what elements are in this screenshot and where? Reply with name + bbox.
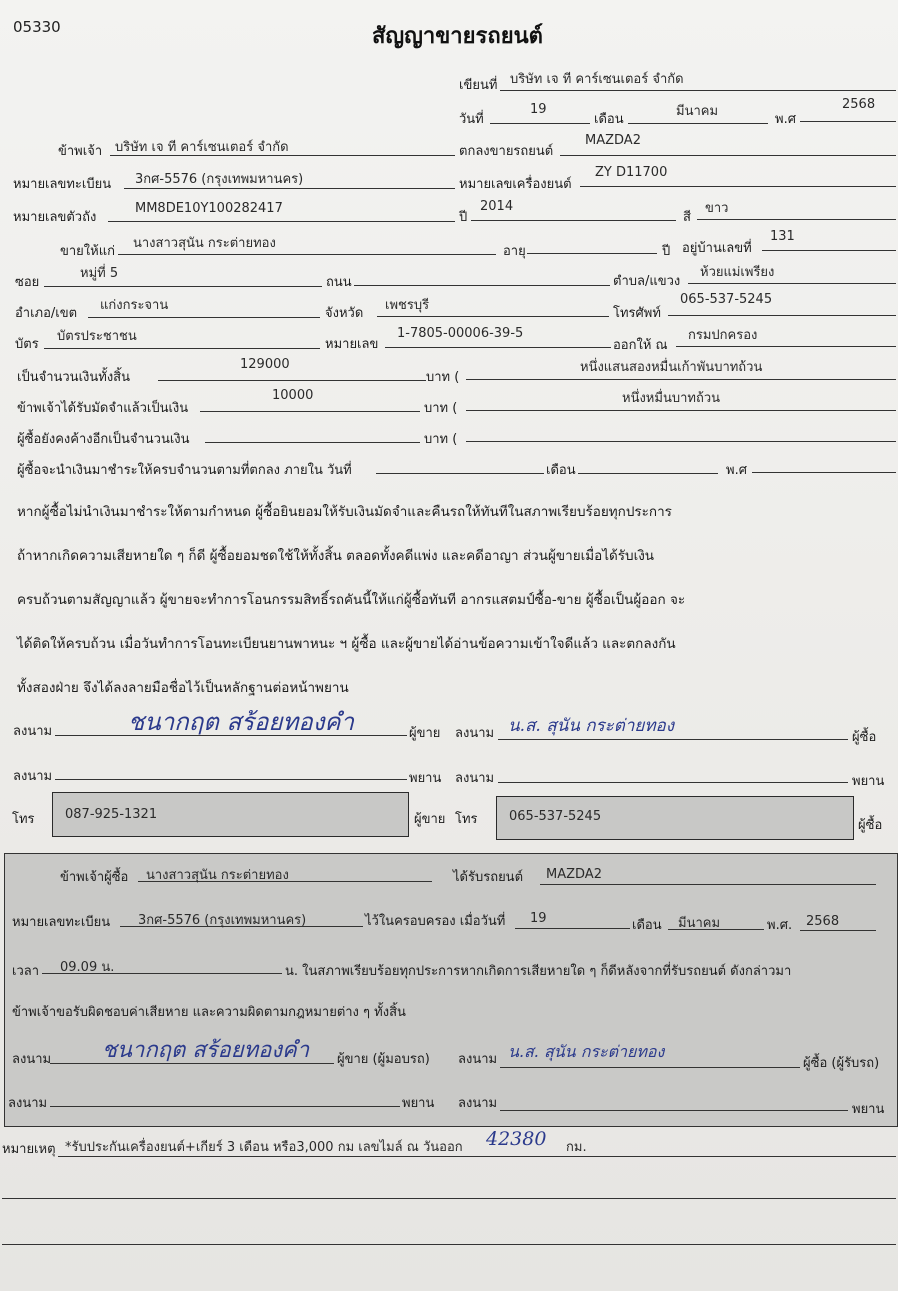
buyer-phone-value: 065-537-5245 <box>509 809 602 824</box>
buyer-phone-role: ผู้ซื้อ <box>858 818 883 833</box>
phone-line <box>668 315 896 316</box>
due-month-line <box>578 473 718 474</box>
agree-sell-label: ตกลงขายรถยนต์ <box>459 144 554 159</box>
province-line <box>377 316 609 317</box>
total-baht-label: บาท ( <box>426 370 460 385</box>
vehicle-year-line <box>471 220 676 221</box>
color-value: ขาว <box>705 201 729 216</box>
due-label: ผู้ซื้อจะนำเงินมาชำระให้ครบจำนวนตามที่ตกลง ภายใน วันที่ <box>17 463 352 478</box>
receipt-received-label: ได้รับรถยนต์ <box>453 870 524 885</box>
receipt-car-model: MAZDA2 <box>546 867 602 882</box>
document-title: สัญญาขายรถยนต์ <box>372 24 543 49</box>
card-label: บัตร <box>15 337 39 352</box>
buyer-phone-label: โทร <box>455 812 478 827</box>
soi-line <box>44 286 322 287</box>
car-model-value: MAZDA2 <box>585 133 641 148</box>
buyer-signature: น.ส. สุนัน กระต่ายทอง <box>508 716 675 736</box>
seller-phone-box <box>52 792 409 837</box>
remaining-baht-label: บาท ( <box>424 432 458 447</box>
house-no-label: อยู่บ้านเลขที่ <box>682 241 752 256</box>
total-line <box>158 380 426 381</box>
buyer-role: ผู้ซื้อ <box>852 730 877 745</box>
vehicle-year-value: 2014 <box>480 199 514 214</box>
receipt-seller-signature: ชนากฤต สร้อยทองคำ <box>102 1038 310 1063</box>
written-at-value: บริษัท เจ ที คาร์เซนเตอร์ จำกัด <box>510 72 684 87</box>
remaining-text-line <box>466 441 896 442</box>
terms-line-3: ครบถ้วนตามสัญญาแล้ว ผู้ขายจะทำการโอนกรรมสิทธิ์รถคันนี้ให้แก่ผู้ซื้อทันที อากรแสตมป์ซื้อ-ขาย ผู้ซื้อเป็นผู้ออก จะ <box>17 592 686 608</box>
seller-role: ผู้ขาย <box>409 726 441 741</box>
total-value: 129000 <box>240 357 290 372</box>
seller-phone-role: ผู้ขาย <box>414 812 446 827</box>
age-line <box>527 253 657 254</box>
deposit-text-value: หนึ่งหมื่นบาทถ้วน <box>622 391 721 406</box>
seller-signature: ชนากฤต สร้อยทองคำ <box>128 708 354 736</box>
receipt-time-value: 09.09 น. <box>60 960 115 975</box>
terms-line-2: ถ้าหากเกิดความเสียหายใด ๆ ก็ดี ผู้ซื้อยอมชดใช้ให้ทั้งสิ้น ตลอดทั้งคดีแพ่ง และคดีอาญา ส่วนผู้ขายเมื่อได้รับเงิน <box>17 548 655 564</box>
blank-line-2 <box>2 1244 896 1245</box>
engine-value: ZY D11700 <box>595 165 668 180</box>
engine-label: หมายเลขเครื่องยนต์ <box>459 177 572 192</box>
receipt-witness2-line <box>500 1110 848 1111</box>
remark-unit: กม. <box>566 1140 587 1155</box>
chassis-line <box>108 221 455 222</box>
terms-line-4: ได้ติดให้ครบถ้วน เมื่อวันทำการโอนทะเบียนยานพาหนะ ฯ ผู้ซื้อ และผู้ขายได้อ่านข้อความเข้าใจดีแล้ว และตกลงกัน <box>17 636 676 652</box>
house-no-value: 131 <box>770 229 795 244</box>
subdistrict-line <box>688 283 896 284</box>
plate-label: หมายเลขทะเบียน <box>13 177 112 192</box>
issued-by-value: กรมปกครอง <box>688 328 758 343</box>
card-value: บัตรประชาชน <box>57 329 137 344</box>
subdistrict-value: ห้วยแม่เพรียง <box>700 265 775 280</box>
vehicle-year-label: ปี <box>459 210 468 225</box>
blank-line-1 <box>2 1198 896 1199</box>
buyer-sign-line <box>498 739 848 740</box>
receipt-plate-label: หมายเลขทะเบียน <box>12 915 111 930</box>
sell-to-label: ขายให้แก่ <box>60 244 115 259</box>
card-no-value: 1-7805-00006-39-5 <box>397 326 524 341</box>
district-value: แก่งกระจาน <box>100 298 169 313</box>
receipt-year-value: 2568 <box>806 914 840 929</box>
year-value: 2568 <box>842 97 876 112</box>
receipt-time-label: เวลา <box>12 964 40 979</box>
receipt-section <box>4 853 898 1127</box>
age-label: อายุ <box>503 244 526 259</box>
receipt-witness2-sign-label: ลงนาม <box>458 1096 498 1111</box>
color-line <box>697 219 896 220</box>
phone-value: 065-537-5245 <box>680 292 773 307</box>
day-line <box>490 123 590 124</box>
receipt-year-label: พ.ศ. <box>767 918 793 933</box>
receipt-witness1-sign-label: ลงนาม <box>8 1096 48 1111</box>
written-at-line <box>500 90 896 91</box>
receipt-clause-2: ข้าพเจ้าขอรับผิดชอบค่าเสียหาย และความผิดตามกฎหมายต่าง ๆ ทั้งสิ้น <box>12 1005 406 1020</box>
seller-sign-label: ลงนาม <box>13 724 53 739</box>
date-label: วันที่ <box>459 112 484 127</box>
receipt-possession-label: ไว้ในครอบครอง เมื่อวันที่ <box>365 914 506 929</box>
buyer-name: นางสาวสุนัน กระต่ายทอง <box>133 236 276 251</box>
month-value: มีนาคม <box>676 104 719 119</box>
engine-line <box>580 186 896 187</box>
due-month-label: เดือน <box>546 463 576 478</box>
district-label: อำเภอ/เขต <box>15 306 78 321</box>
receipt-buyer-sign-label: ลงนาม <box>458 1052 498 1067</box>
witness1-role: พยาน <box>409 771 442 786</box>
receipt-car-line <box>540 884 876 885</box>
seller-phone-value: 087-925-1321 <box>65 807 158 822</box>
written-at-label: เขียนที่ <box>459 78 498 93</box>
soi-value: หมู่ที่ 5 <box>80 266 119 281</box>
total-text-value: หนึ่งแสนสองหมื่นเก้าพันบาทถ้วน <box>580 360 763 375</box>
province-value: เพชรบุรี <box>385 298 430 313</box>
district-line <box>88 317 320 318</box>
remark-text: *รับประกันเครื่องยนต์+เกียร์ 3 เดือน หรือ3,000 กม เลขไมล์ ณ วันออก <box>65 1140 463 1155</box>
document-number: 05330 <box>13 18 61 36</box>
receipt-buyer-role: ผู้ซื้อ (ผู้รับรถ) <box>803 1056 880 1071</box>
witness1-sign-label: ลงนาม <box>13 769 53 784</box>
remaining-label: ผู้ซื้อยังคงค้างอีกเป็นจำนวนเงิน <box>17 432 190 447</box>
color-label: สี <box>683 210 691 225</box>
issued-by-line <box>676 346 896 347</box>
receipt-buyer-sign-line <box>500 1067 800 1068</box>
receipt-clause-1: น. ในสภาพเรียบร้อยทุกประการหากเกิดการเสียหายใด ๆ ก็ดีหลังจากที่รับรถยนต์ ดังกล่าวมา <box>285 964 792 979</box>
province-label: จังหวัด <box>325 306 364 321</box>
seller-name: บริษัท เจ ที คาร์เซนเตอร์ จำกัด <box>115 140 289 155</box>
receipt-month-label: เดือน <box>632 918 662 933</box>
deposit-label: ข้าพเจ้าได้รับมัดจำแล้วเป็นเงิน <box>17 401 189 416</box>
receipt-buyer-name: นางสาวสุนัน กระต่ายทอง <box>146 868 289 883</box>
terms-line-1: หากผู้ซื้อไม่นำเงินมาชำระให้ตามกำหนด ผู้ซื้อยินยอมให้รับเงินมัดจำและคืนรถให้ทันทีในสภาพเรียบร้อยทุกประการ <box>17 504 672 520</box>
remaining-line <box>205 442 420 443</box>
due-year-line <box>752 472 896 473</box>
subdistrict-label: ตำบล/แขวง <box>613 274 681 289</box>
deposit-baht-label: บาท ( <box>424 401 458 416</box>
deposit-value: 10000 <box>272 388 314 403</box>
receipt-seller-sign-label: ลงนาม <box>12 1052 52 1067</box>
receipt-buyer-signature: น.ส. สุนัน กระต่ายทอง <box>508 1042 665 1061</box>
road-label: ถนน <box>326 275 352 290</box>
receipt-witness1-role: พยาน <box>402 1096 435 1111</box>
chassis-value: MM8DE10Y100282417 <box>135 201 283 216</box>
card-no-line <box>385 347 611 348</box>
buyer-name-line <box>118 254 496 255</box>
phone-label: โทรศัพท์ <box>613 306 661 321</box>
receipt-witness1-line <box>50 1106 400 1107</box>
receipt-witness2-role: พยาน <box>852 1102 885 1117</box>
card-line <box>44 348 320 349</box>
buyer-sign-label: ลงนาม <box>455 726 495 741</box>
witness2-sign-line <box>498 782 848 783</box>
month-label: เดือน <box>594 112 624 127</box>
due-year-label: พ.ศ <box>726 463 747 478</box>
month-line <box>628 123 768 124</box>
road-line <box>354 285 610 286</box>
plate-value: 3กศ-5576 (กรุงเทพมหานคร) <box>135 172 304 187</box>
total-text-line <box>466 379 896 380</box>
soi-label: ซอย <box>15 275 40 290</box>
day-value: 19 <box>530 102 547 117</box>
receipt-plate-value: 3กศ-5576 (กรุงเทพมหานคร) <box>138 913 307 928</box>
seller-phone-label: โทร <box>12 812 35 827</box>
witness2-sign-label: ลงนาม <box>455 771 495 786</box>
remark-label: หมายเหตุ <box>2 1142 56 1157</box>
terms-line-5: ทั้งสองฝ่าย จึงได้ลงลายมือชื่อไว้เป็นหลักฐานต่อหน้าพยาน <box>17 680 349 696</box>
remark-mileage: 42380 <box>486 1128 547 1150</box>
deposit-text-line <box>466 410 896 411</box>
receipt-day-value: 19 <box>530 911 547 926</box>
witness2-role: พยาน <box>852 774 885 789</box>
year-label: พ.ศ <box>775 112 796 127</box>
car-model-line <box>560 155 896 156</box>
receipt-day-line <box>515 928 630 929</box>
chassis-label: หมายเลขตัวถัง <box>13 210 97 225</box>
buyer-phone-box <box>496 796 854 840</box>
card-no-label: หมายเลข <box>325 337 379 352</box>
receipt-month-value: มีนาคม <box>678 916 721 931</box>
seller-label: ข้าพเจ้า <box>58 144 103 159</box>
witness1-sign-line <box>55 779 407 780</box>
receipt-buyer-label: ข้าพเจ้าผู้ซื้อ <box>60 870 129 885</box>
receipt-seller-role: ผู้ขาย (ผู้มอบรถ) <box>337 1052 430 1067</box>
years-label: ปี <box>662 244 671 259</box>
total-label: เป็นจำนวนเงินทั้งสิ้น <box>17 370 130 385</box>
issued-by-label: ออกให้ ณ <box>613 338 668 353</box>
house-no-line <box>762 250 896 251</box>
due-day-line <box>376 473 544 474</box>
receipt-year-line <box>800 930 876 931</box>
year-line <box>800 121 896 122</box>
deposit-line <box>200 411 420 412</box>
